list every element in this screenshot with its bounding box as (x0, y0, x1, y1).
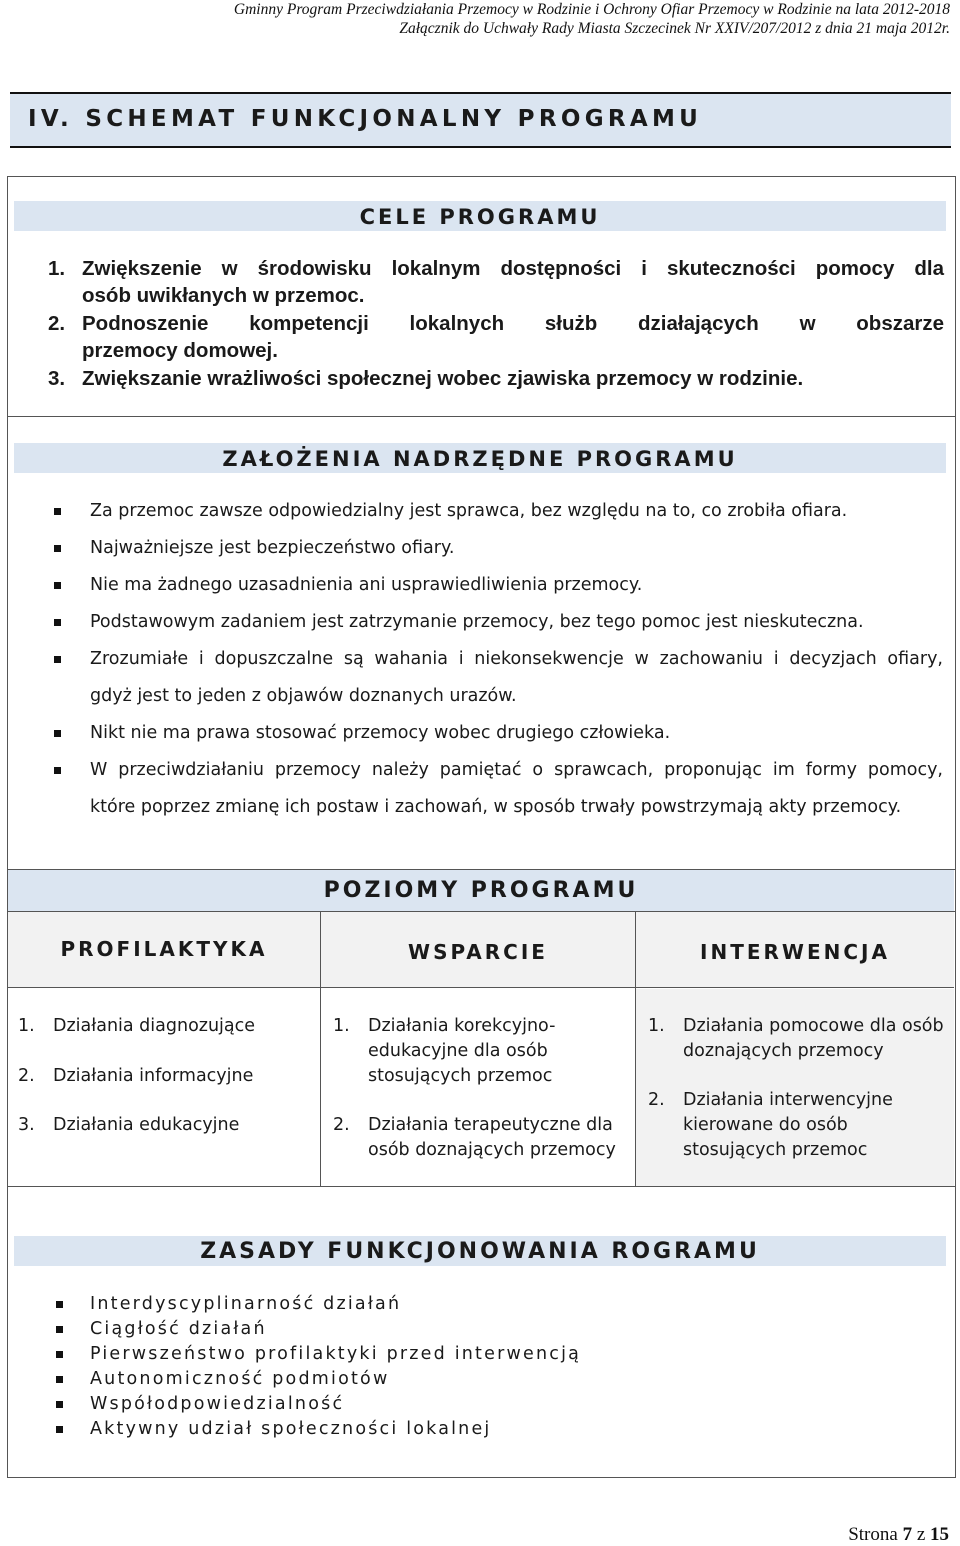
level-action-item (18, 1064, 308, 1089)
level-heading: INTERWENCJA (700, 940, 890, 964)
page-number-total: 15 (930, 1524, 949, 1545)
page-number (848, 1524, 949, 1546)
level-heading: WSPARCIE (408, 940, 548, 964)
page-number-current: 7 (902, 1524, 913, 1545)
principle-item: Za przemoc zawsze odpowiedzialny jest sprawca, bez względu na to, co zrobiła ofiara. (90, 501, 848, 521)
bullet-icon (56, 1326, 63, 1333)
bullet-icon (56, 1376, 63, 1383)
bullet-icon (54, 619, 61, 626)
level-action-number: 2. (333, 1115, 350, 1135)
level-action-number: 2. (18, 1066, 35, 1086)
level-action-item (333, 1113, 628, 1163)
level-heading-cell (636, 912, 954, 988)
rule-item: Aktywny udział społeczności lokalnej (90, 1419, 492, 1439)
bullet-icon (54, 582, 61, 589)
page-number-separator: z (916, 1524, 926, 1545)
column-divider (320, 912, 321, 1186)
level-action-text: Działania pomocowe dla osób doznających przemocy (683, 1016, 944, 1061)
principle-item-continued: gdyż jest to jeden z objawów doznanych urazów. (90, 686, 517, 706)
goal-item (48, 256, 944, 309)
bullet-icon (56, 1426, 63, 1433)
goals-title: CELE PROGRAMU (14, 201, 946, 231)
principles-title: ZAŁOŻENIA NADRZĘDNE PROGRAMU (14, 443, 946, 473)
bullet-icon (56, 1401, 63, 1408)
level-action-number: 1. (333, 1016, 350, 1036)
level-heading: PROFILAKTYKA (60, 937, 268, 961)
level-heading-cell (321, 912, 635, 988)
level-action-number: 1. (18, 1016, 35, 1036)
goal-text-line: osób uwikłanych w przemoc. (82, 283, 365, 307)
rule-item: Ciągłość działań (90, 1319, 267, 1339)
running-header-line-2: Załącznik do Uchwały Rady Miasta Szczecinek Nr XXIV/207/2012 z dnia 21 maja 2012r. (399, 20, 950, 37)
principle-item: Nikt nie ma prawa stosować przemocy wobec drugiego człowieka. (90, 723, 671, 743)
rules-title: ZASADY FUNKCJONOWANIA ROGRAMU (14, 1236, 946, 1266)
section-title-bar (10, 92, 951, 148)
bullet-icon (54, 656, 61, 663)
goal-item (48, 311, 944, 364)
level-action-item (648, 1014, 948, 1064)
level-action-text: Działania informacyjne (53, 1066, 254, 1086)
goal-number: 1. (48, 257, 66, 280)
goals-divider (7, 416, 956, 417)
level-action-item (648, 1088, 908, 1163)
goal-text-line: Podnoszenie kompetencji lokalnych służb działających w obszarze (82, 312, 944, 335)
level-action-text: Działania edukacyjne (53, 1115, 240, 1135)
level-action-number: 1. (648, 1016, 665, 1036)
principle-item: Zrozumiałe i dopuszczalne są wahania i niekonsekwencje w zachowaniu i decyzjach ofiary, (90, 649, 943, 669)
goal-item (48, 366, 944, 393)
bullet-icon (54, 508, 61, 515)
level-action-item (18, 1113, 308, 1138)
rule-item: Interdyscyplinarność działań (90, 1294, 402, 1314)
levels-title: POZIOMY PROGRAMU (323, 878, 639, 903)
level-action-text: Działania interwencyjne kierowane do osób stosujących przemoc (683, 1090, 893, 1160)
rule-item: Współodpowiedzialność (90, 1394, 345, 1414)
principle-item: Najważniejsze jest bezpieczeństwo ofiary. (90, 538, 455, 558)
goal-number: 3. (48, 367, 66, 390)
goal-text-line: Zwiększenie w środowisku lokalnym dostępności i skuteczności pomocy dla (82, 257, 944, 280)
principle-item: Podstawowym zadaniem jest zatrzymanie przemocy, bez tego pomoc jest nieskuteczna. (90, 612, 864, 632)
bullet-icon (54, 545, 61, 552)
principle-item-continued: które poprzez zmianę ich postaw i zachowań, w sposób trwały powstrzymają akty przemocy. (90, 797, 902, 817)
level-action-number: 3. (18, 1115, 35, 1135)
page-number-prefix: Strona (848, 1524, 898, 1545)
level-action-item (333, 1014, 593, 1089)
running-header-line-1: Gminny Program Przeciwdziałania Przemocy w Rodzinie i Ochrony Ofiar Przemocy w Rodzinie na lata 2012-2018 (233, 1, 950, 18)
principle-item: Nie ma żadnego uzasadnienia ani usprawiedliwienia przemocy. (90, 575, 643, 595)
level-action-item (18, 1014, 308, 1039)
bullet-icon (54, 730, 61, 737)
bullet-icon (56, 1301, 63, 1308)
rule-item: Autonomiczność podmiotów (90, 1369, 390, 1389)
level-heading-cell (8, 912, 320, 988)
level-action-text: Działania diagnozujące (53, 1016, 256, 1036)
level-action-number: 2. (648, 1090, 665, 1110)
level-action-text: Działania korekcyjno-edukacyjne dla osób stosujących przemoc (368, 1016, 556, 1086)
bullet-icon (56, 1351, 63, 1358)
rule-item: Pierwszeństwo profilaktyki przed interwencją (90, 1344, 582, 1364)
level-action-text: Działania terapeutyczne dla osób doznających przemocy (368, 1115, 616, 1160)
goal-number: 2. (48, 312, 66, 335)
section-title: IV. SCHEMAT FUNKCJONALNY PROGRAMU (28, 106, 703, 132)
goal-text-line: przemocy domowej. (82, 338, 278, 362)
goal-text-line: Zwiększanie wrażliwości społecznej wobec zjawiska przemocy w rodzinie. (82, 367, 804, 390)
bullet-icon (54, 767, 61, 774)
principle-item: W przeciwdziałaniu przemocy należy pamiętać o sprawcach, proponując im formy pomocy, (90, 760, 943, 780)
